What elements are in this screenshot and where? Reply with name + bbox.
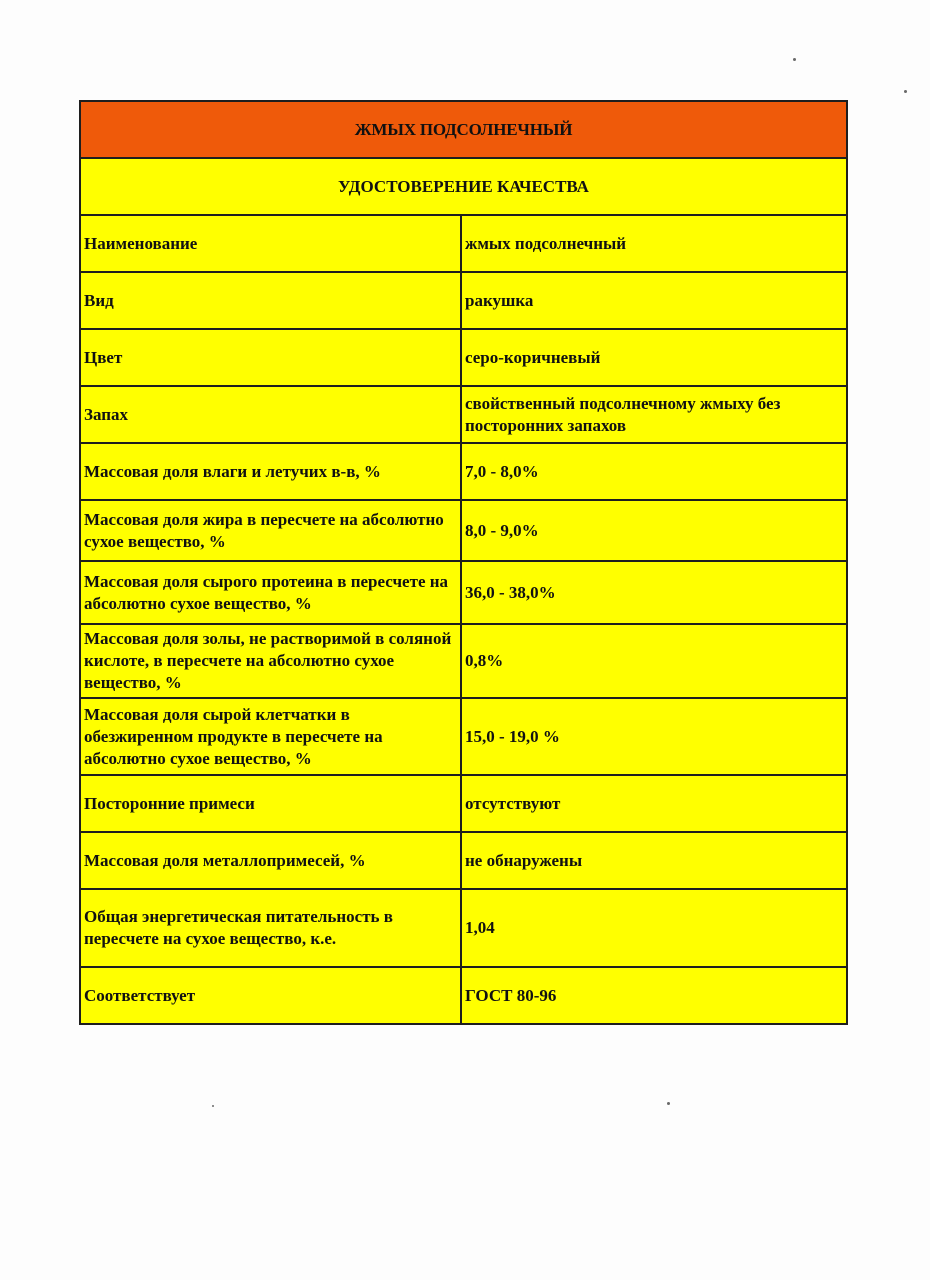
parameter-value: 15,0 - 19,0 % [461, 698, 847, 775]
parameter-value: 0,8% [461, 624, 847, 698]
table-row [80, 775, 847, 832]
parameter-value: 7,0 - 8,0% [461, 443, 847, 500]
scan-speck [793, 58, 796, 61]
document-subtitle: УДОСТОВЕРЕНИЕ КАЧЕСТВА [80, 158, 847, 215]
table-row [80, 967, 847, 1024]
table-row [80, 698, 847, 775]
parameter-label: Посторонние примеси [80, 775, 461, 832]
parameter-value: 8,0 - 9,0% [461, 500, 847, 561]
parameter-value: жмых подсолнечный [461, 215, 847, 272]
parameter-label: Массовая доля влаги и летучих в-в, % [80, 443, 461, 500]
parameter-value: 36,0 - 38,0% [461, 561, 847, 624]
table-row [80, 329, 847, 386]
parameter-label: Массовая доля золы, не растворимой в соляной кислоте, в пересчете на абсолютно сухое вещество, % [80, 624, 461, 698]
quality-certificate-table [79, 100, 848, 1025]
table-row [80, 889, 847, 967]
table-row [80, 561, 847, 624]
parameter-label: Массовая доля жира в пересчете на абсолютно сухое вещество, % [80, 500, 461, 561]
parameter-label: Цвет [80, 329, 461, 386]
parameter-value: отсутствуют [461, 775, 847, 832]
table-row [80, 386, 847, 443]
parameter-value: серо-коричневый [461, 329, 847, 386]
scan-speck [667, 1102, 670, 1105]
parameter-label: Наименование [80, 215, 461, 272]
parameter-label: Массовая доля сырого протеина в пересчете на абсолютно сухое вещество, % [80, 561, 461, 624]
scan-speck [904, 90, 907, 93]
parameter-label: Общая энергетическая питательность в пересчете на сухое вещество, к.е. [80, 889, 461, 967]
parameter-label: Массовая доля сырой клетчатки в обезжиренном продукте в пересчете на абсолютно сухое вещество, % [80, 698, 461, 775]
parameter-label: Соответствует [80, 967, 461, 1024]
parameter-label: Массовая доля металлопримесей, % [80, 832, 461, 889]
parameter-label: Запах [80, 386, 461, 443]
parameter-value: ГОСТ 80-96 [461, 967, 847, 1024]
document-title: ЖМЫХ ПОДСОЛНЕЧНЫЙ [80, 101, 847, 158]
table-row [80, 272, 847, 329]
parameter-value: ракушка [461, 272, 847, 329]
table-row [80, 215, 847, 272]
subtitle-row [80, 158, 847, 215]
table-row [80, 500, 847, 561]
table-row [80, 832, 847, 889]
title-row [80, 101, 847, 158]
parameter-value: свойственный подсолнечному жмыху без посторонних запахов [461, 386, 847, 443]
scan-speck [212, 1105, 214, 1107]
table-row [80, 443, 847, 500]
parameter-value: не обнаружены [461, 832, 847, 889]
parameter-value: 1,04 [461, 889, 847, 967]
table-row [80, 624, 847, 698]
parameter-label: Вид [80, 272, 461, 329]
